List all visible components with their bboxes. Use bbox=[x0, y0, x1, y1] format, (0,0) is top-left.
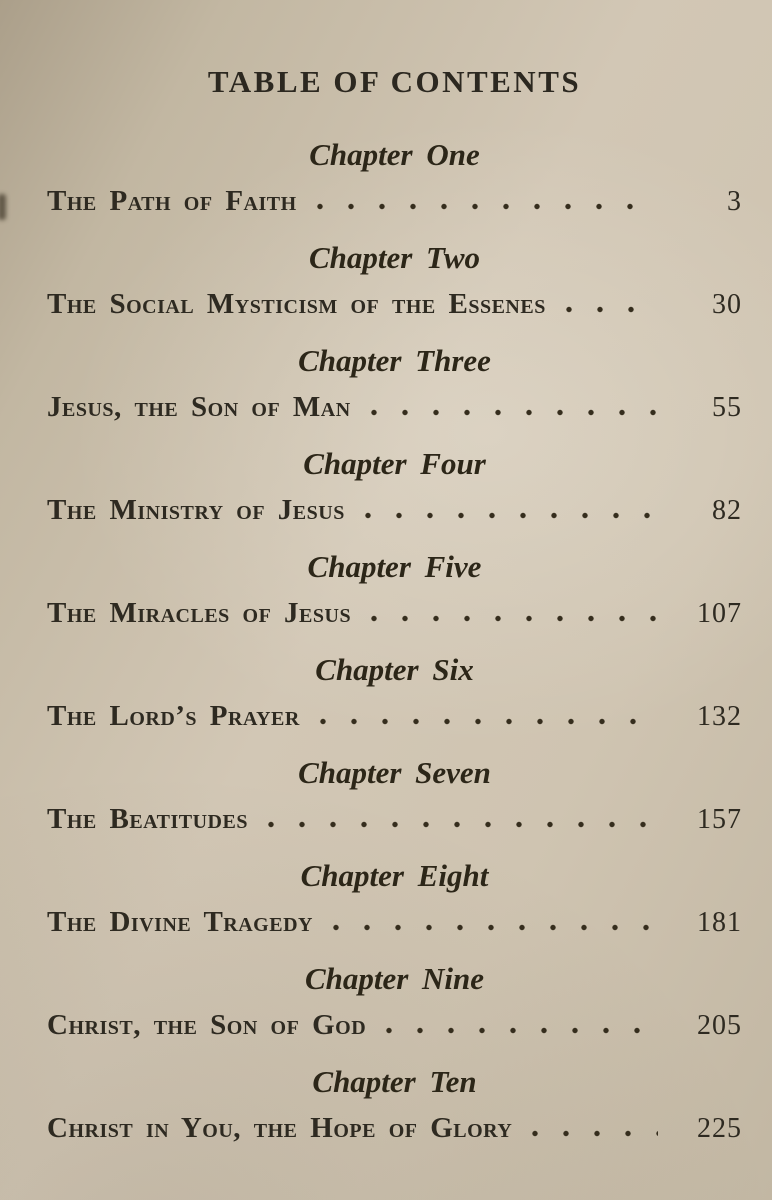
entry-page-number: 82 bbox=[712, 495, 742, 526]
entry-title: The Divine Tragedy bbox=[47, 906, 313, 938]
entry-row bbox=[47, 796, 742, 843]
dot-leader bbox=[367, 615, 658, 622]
entry-title: The Beatitudes bbox=[47, 803, 248, 835]
entry-row bbox=[47, 384, 742, 431]
entry-row bbox=[47, 899, 742, 946]
toc-block bbox=[47, 956, 742, 1049]
entry-title: The Ministry of Jesus bbox=[47, 494, 345, 526]
toc-block bbox=[47, 338, 742, 431]
entry-title: The Path of Faith bbox=[47, 185, 297, 217]
entry-row bbox=[47, 281, 742, 328]
chapter-heading: Chapter Eight bbox=[300, 858, 489, 893]
dot-leader bbox=[528, 1130, 658, 1137]
entry-row bbox=[47, 1105, 742, 1152]
chapter-heading: Chapter Two bbox=[308, 240, 481, 275]
entry-page-number: 181 bbox=[697, 907, 742, 938]
dot-leader bbox=[313, 203, 658, 210]
dot-leader bbox=[329, 924, 658, 931]
dot-leader bbox=[361, 512, 658, 519]
entry-page-number: 55 bbox=[712, 392, 742, 423]
entry-page-number: 30 bbox=[712, 289, 742, 320]
chapter-heading: Chapter One bbox=[309, 137, 480, 172]
entry-title: The Social Mysticism of the Essenes bbox=[47, 288, 546, 320]
toc-block bbox=[47, 853, 742, 946]
entry-page-number: 225 bbox=[697, 1113, 742, 1144]
toc-block bbox=[47, 544, 742, 637]
entry-row bbox=[47, 178, 742, 225]
toc-block bbox=[47, 750, 742, 843]
page-edge-shadow bbox=[0, 194, 6, 220]
entry-page-number: 205 bbox=[697, 1010, 742, 1041]
toc-block bbox=[47, 647, 742, 740]
entry-page-number: 107 bbox=[697, 598, 742, 629]
entry-row bbox=[47, 487, 742, 534]
dot-leader bbox=[382, 1027, 658, 1034]
page-title: TABLE OF CONTENTS bbox=[207, 64, 582, 99]
chapter-heading: Chapter Seven bbox=[298, 755, 491, 790]
entry-row bbox=[47, 693, 742, 740]
toc-block bbox=[47, 441, 742, 534]
entry-title: Christ, the Son of God bbox=[47, 1009, 367, 1041]
dot-leader bbox=[264, 821, 658, 828]
chapter-heading: Chapter Five bbox=[307, 549, 482, 584]
entry-title: The Miracles of Jesus bbox=[47, 597, 352, 629]
entry-row bbox=[47, 1002, 742, 1049]
entry-page-number: 3 bbox=[727, 186, 742, 217]
toc-list bbox=[47, 132, 742, 1152]
toc-block bbox=[47, 235, 742, 328]
toc-block bbox=[47, 132, 742, 225]
chapter-heading: Chapter Nine bbox=[304, 961, 485, 996]
entry-title: Christ in You, the Hope of Glory bbox=[47, 1112, 513, 1144]
toc-block bbox=[47, 1059, 742, 1152]
chapter-heading: Chapter Three bbox=[298, 343, 491, 378]
chapter-heading: Chapter Four bbox=[303, 446, 486, 481]
dot-leader bbox=[316, 718, 658, 725]
entry-row bbox=[47, 590, 742, 637]
dot-leader bbox=[367, 409, 658, 416]
dot-leader bbox=[562, 306, 658, 313]
entry-page-number: 157 bbox=[697, 804, 742, 835]
entry-title: The Lord’s Prayer bbox=[47, 700, 300, 732]
chapter-heading: Chapter Six bbox=[315, 652, 474, 687]
entry-page-number: 132 bbox=[697, 701, 742, 732]
chapter-heading: Chapter Ten bbox=[312, 1064, 477, 1099]
entry-title: Jesus, the Son of Man bbox=[47, 391, 351, 423]
